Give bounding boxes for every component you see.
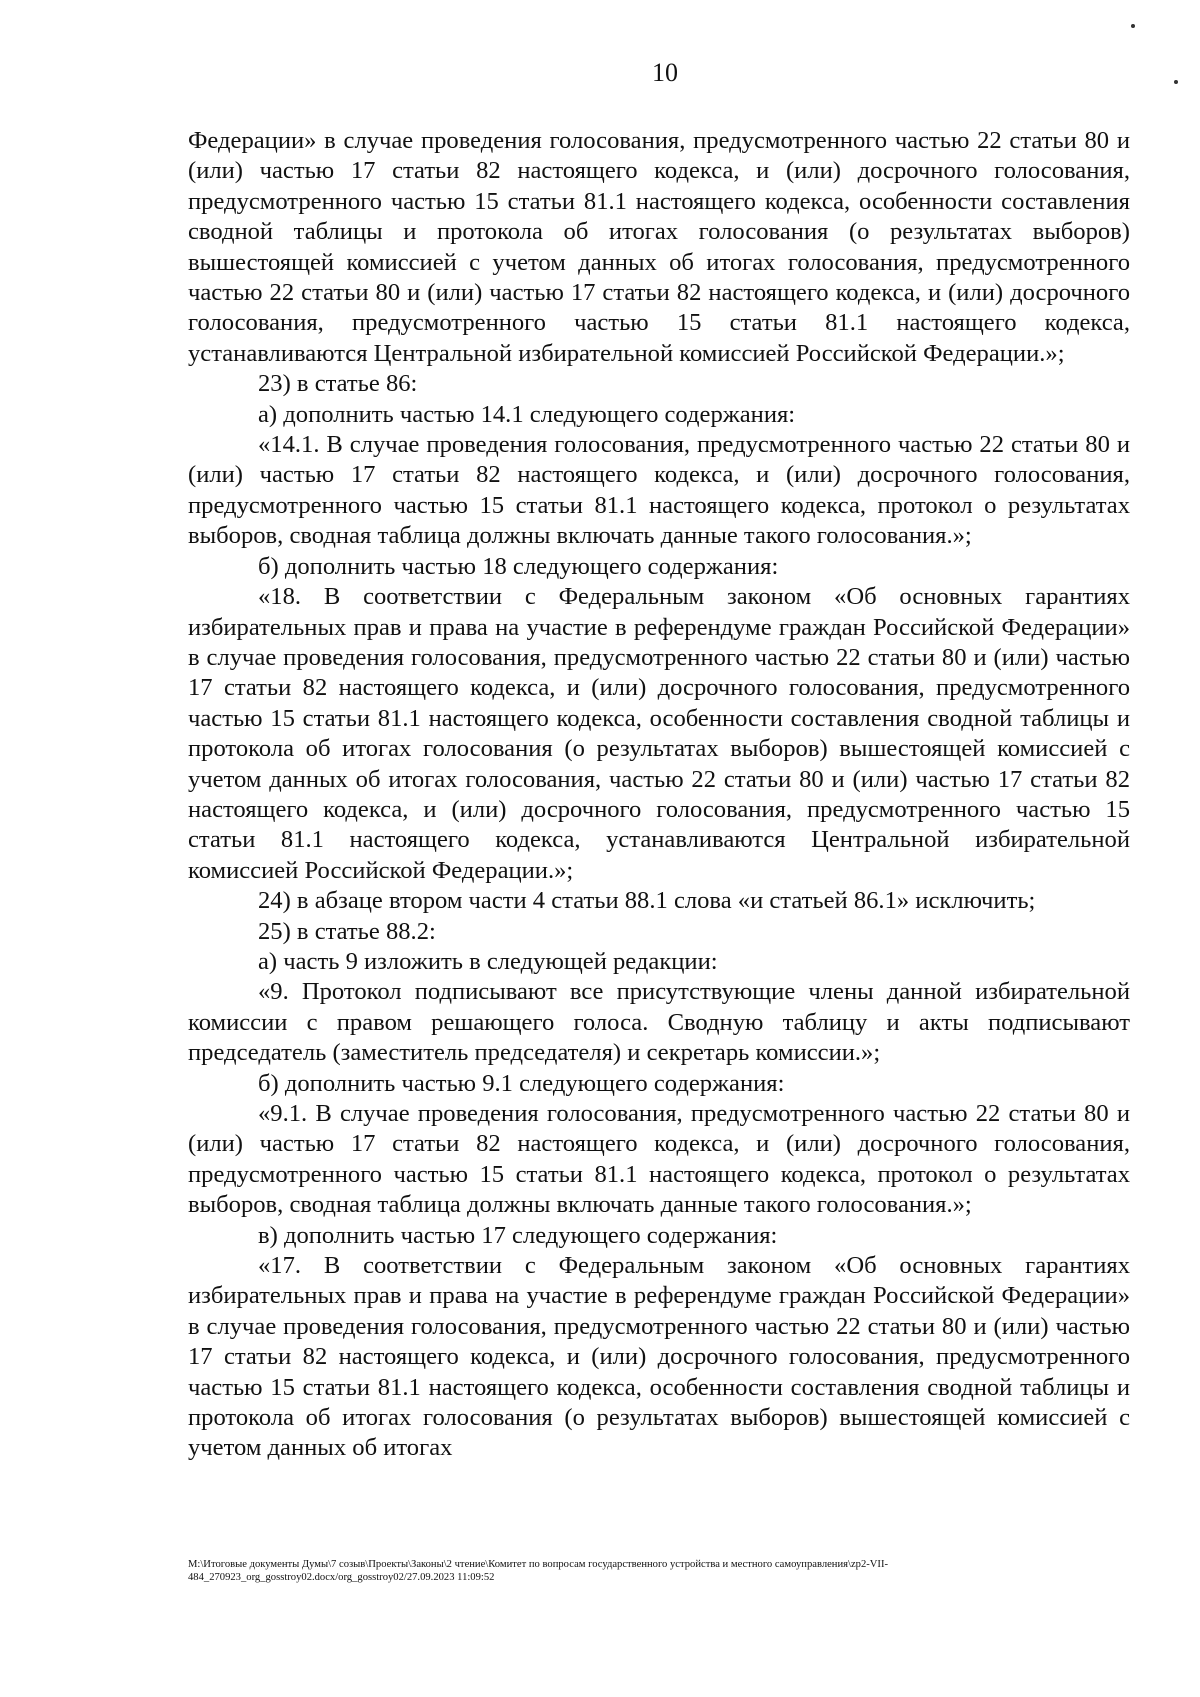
scan-speck: [1174, 80, 1178, 84]
footer-file-path: M:\Итоговые документы Думы\7 созыв\Проекты\Законы\2 чтение\Комитет по вопросам государственного устройства и местного самоуправления\zp2-VII-484_270923_org_gosstroy02.docx/org_gosstroy02/27.09.2023 11:09:52: [188, 1559, 889, 1583]
paragraph: 24) в абзаце втором части 4 статьи 88.1 слова «и статьей 86.1» исключить;: [258, 887, 1036, 915]
paragraph: «14.1. В случае проведения голосования, предусмотренного частью 22 статьи 80 и (или) частью 17 статьи 82 настоящего кодекса, и (или) досрочного голосования, предусмотренного частью 15 статьи 81.1 настоящего кодекса, протокол о результатах выборов, сводная таблица должны включать данные такого голосования.»;: [188, 431, 1130, 550]
scan-speck: [1131, 24, 1135, 28]
paragraph: 25) в статье 88.2:: [258, 917, 436, 945]
paragraph: Федерации» в случае проведения голосования, предусмотренного частью 22 статьи 80 и (или) частью 17 статьи 82 настоящего кодекса, и (или) досрочного голосования, предусмотренного частью 15 статьи 81.1 настоящего кодекса, особенности составления сводной таблицы и протокола об итогах голосования (о результатах выборов) вышестоящей комиссией с учетом данных об итогах голосования, предусмотренного частью 22 статьи 80 и (или) частью 17 статьи 82 настоящего кодекса, и (или) досрочного голосования, предусмотренного частью 15 статьи 81.1 настоящего кодекса, устанавливаются Центральной избирательной комиссией Российской Федерации.»;: [188, 127, 1130, 367]
paragraph: «18. В соответствии с Федеральным законом «Об основных гарантиях избирательных прав и права на участие в референдуме граждан Российской Федерации» в случае проведения голосования, предусмотренного частью 22 статьи 80 и (или) частью 17 статьи 82 настоящего кодекса, и (или) досрочного голосования, предусмотренного частью 15 статьи 81.1 настоящего кодекса, особенности составления сводной таблицы и протокола об итогах голосования (о результатах выборов) вышестоящей комиссией с учетом данных об итогах голосования, частью 22 статьи 80 и (или) частью 17 статьи 82 настоящего кодекса, и (или) досрочного голосования, предусмотренного частью 15 статьи 81.1 настоящего кодекса, устанавливаются Центральной избирательной комиссией Российской Федерации.»;: [188, 583, 1130, 884]
document-body: [188, 126, 1130, 1464]
paragraph: а) часть 9 изложить в следующей редакции:: [258, 947, 718, 975]
paragraph: б) дополнить частью 9.1 следующего содержания:: [258, 1069, 785, 1097]
paragraph: 23) в статье 86:: [258, 370, 418, 398]
paragraph: б) дополнить частью 18 следующего содержания:: [258, 552, 779, 580]
paragraph: «9. Протокол подписывают все присутствующие члены данной избирательной комиссии с правом решающего голоса. Сводную таблицу и акты подписывают председатель (заместитель председателя) и секретарь комиссии.»;: [188, 978, 1130, 1067]
paragraph: «17. В соответствии с Федеральным законом «Об основных гарантиях избирательных прав и права на участие в референдуме граждан Российской Федерации» в случае проведения голосования, предусмотренного частью 22 статьи 80 и (или) частью 17 статьи 82 настоящего кодекса, и (или) досрочного голосования, предусмотренного частью 15 статьи 81.1 настоящего кодекса, особенности составления сводной таблицы и протокола об итогах голосования (о результатах выборов) вышестоящей комиссией с учетом данных об итогах: [188, 1252, 1130, 1462]
page-number: 10: [652, 58, 678, 87]
paragraph: «9.1. В случае проведения голосования, предусмотренного частью 22 статьи 80 и (или) частью 17 статьи 82 настоящего кодекса, и (или) досрочного голосования, предусмотренного частью 15 статьи 81.1 настоящего кодекса, протокол о результатах выборов, сводная таблица должны включать данные такого голосования.»;: [188, 1100, 1130, 1219]
paragraph: а) дополнить частью 14.1 следующего содержания:: [258, 400, 796, 428]
paragraph: в) дополнить частью 17 следующего содержания:: [258, 1221, 778, 1249]
